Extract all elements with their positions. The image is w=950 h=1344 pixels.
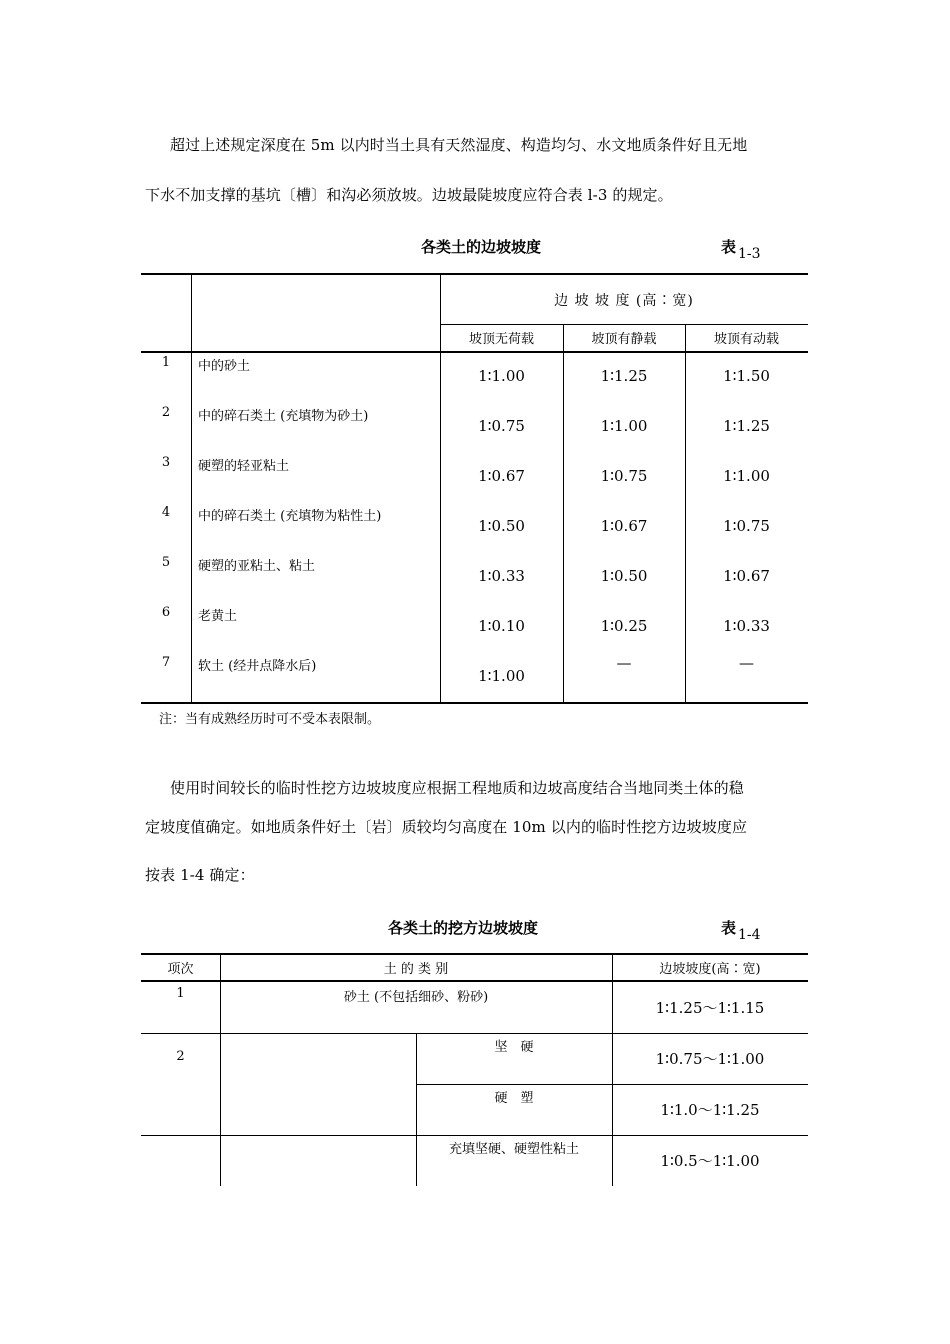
- table1-row-v3: 1∶1.25: [723, 417, 770, 435]
- table2-row-slope: 1∶1.25～1∶1.15: [655, 999, 765, 1017]
- table1-subheader-2: 坡顶有静载: [591, 332, 657, 347]
- table1-number: 1-3: [738, 246, 761, 262]
- table1-label-text: 表: [721, 238, 737, 256]
- table1-subheader-3: 坡顶有动载: [713, 332, 779, 347]
- table1-row-v2: 1∶1.25: [600, 367, 648, 385]
- table1-row-v3: —: [739, 654, 754, 672]
- table1-row-soil: 老黄土: [198, 609, 238, 624]
- table1-row-no: 7: [161, 655, 171, 670]
- table1-row-soil: 中的砂土: [198, 359, 251, 374]
- table2-row-sub: 充填坚硬、硬塑性粘土: [448, 1142, 579, 1157]
- table1-row-v1: 1∶0.10: [478, 617, 525, 635]
- intro-line-1: 超过上述规定深度在 5m 以内时当土具有天然湿度、构造均匀、水文地质条件好且无地: [170, 136, 748, 154]
- table1-row-v1: 1∶0.50: [478, 517, 525, 535]
- table1-row-soil: 中的碎石类土 (充填物为粘性土): [198, 509, 382, 524]
- table1-row-no: 5: [161, 555, 171, 570]
- table1-row-v1: 1∶0.67: [478, 467, 525, 485]
- table1-row-v1: 1∶0.75: [478, 417, 525, 435]
- table1-row-v3: 1∶1.00: [723, 467, 770, 485]
- table1-subheader-rule: [440, 324, 808, 325]
- table2-row-soil: 砂土 (不包括细砂、粉砂): [343, 990, 489, 1005]
- table1-title: 各类土的边坡坡度: [421, 238, 542, 256]
- table1-row-v1: 1∶1.00: [478, 367, 525, 385]
- table1-bottom-rule: [141, 702, 808, 704]
- table2-header-slope: 边坡坡度(高∶宽): [659, 962, 761, 977]
- table2-row-no: 2: [176, 1049, 185, 1064]
- table1-label: [721, 236, 761, 262]
- table1-row-no: 3: [161, 455, 171, 470]
- table1-row-v2: 1∶1.00: [600, 417, 648, 435]
- table1-row-v2: 1∶0.25: [600, 617, 648, 635]
- table2-row-slope: 1∶0.75～1∶1.00: [655, 1050, 765, 1068]
- table2-header-soil: 土 的 类 别: [383, 962, 449, 977]
- table2-row-sub: 坚 硬: [494, 1040, 534, 1055]
- intro-line-2: 下水不加支撑的基坑〔槽〕和沟必须放坡。边坡最陡坡度应符合表 l-3 的规定。: [145, 186, 673, 204]
- table1-row-v2: —: [616, 654, 632, 672]
- table2-title: 各类土的挖方边坡坡度: [388, 919, 539, 937]
- table1-row-soil: 中的碎石类土 (充填物为砂土): [198, 409, 369, 424]
- table1-row-v2: 1∶0.50: [600, 567, 648, 585]
- table1-row-v2: 1∶0.75: [600, 467, 648, 485]
- table1-row-v3: 1∶0.75: [723, 517, 770, 535]
- table2-number: 1-4: [738, 927, 761, 943]
- table2-top-rule: [141, 953, 808, 955]
- table1-row-v3: 1∶0.67: [723, 567, 770, 585]
- table2-row-slope: 1∶1.0～1∶1.25: [660, 1101, 760, 1119]
- table2-row3-rule: [141, 1135, 808, 1136]
- table1-row-v3: 1∶1.50: [723, 367, 770, 385]
- table1-row-v2: 1∶0.67: [600, 517, 648, 535]
- table1-group-header: 边 坡 坡 度 (高∶宽): [554, 293, 694, 309]
- table1-subheader-1: 坡顶无荷载: [468, 332, 534, 347]
- table1-row-v1: 1∶0.33: [478, 567, 525, 585]
- table1-row-no: 4: [161, 505, 171, 520]
- table2-label: [721, 917, 761, 943]
- table1-top-rule: [141, 273, 808, 275]
- para2-line-1: 使用时间较长的临时性挖方边坡坡度应根据工程地质和边坡高度结合当地同类土体的稳: [170, 779, 744, 797]
- table1-row-v1: 1∶1.00: [478, 667, 525, 685]
- table1-row-v3: 1∶0.33: [723, 617, 770, 635]
- table2-row-slope: 1∶0.5～1∶1.00: [660, 1152, 760, 1170]
- table1-col-divider-1: [191, 274, 192, 703]
- table2-label-text: 表: [721, 919, 737, 937]
- table2-row1-rule: [141, 1033, 808, 1034]
- table1-row-soil: 硬塑的轻亚粘土: [198, 459, 290, 474]
- table1-row-soil: 软土 (经井点降水后): [198, 659, 317, 674]
- table1-row-no: 1: [161, 355, 171, 370]
- table1-row-no: 6: [161, 605, 171, 620]
- table2-col-divider-2: [416, 1034, 417, 1186]
- table2-header-rule: [141, 980, 808, 982]
- table1-row-no: 2: [161, 405, 171, 420]
- para2-line-3: 按表 1-4 确定：: [145, 866, 255, 884]
- table2-row-sub: 硬 塑: [494, 1091, 534, 1106]
- table1-header-rule: [141, 351, 808, 353]
- para2-line-2: 定坡度值确定。如地质条件好土〔岩〕质较均匀高度在 10m 以内的临时性挖方边坡坡度应: [145, 818, 748, 836]
- table1-row-soil: 硬塑的亚粘土、粘土: [198, 559, 316, 574]
- table2-row-no: 1: [176, 986, 185, 1001]
- table2-header-item: 项次: [167, 962, 194, 977]
- table1-note: 注：当有成熟经历时可不受本表限制。: [159, 712, 381, 727]
